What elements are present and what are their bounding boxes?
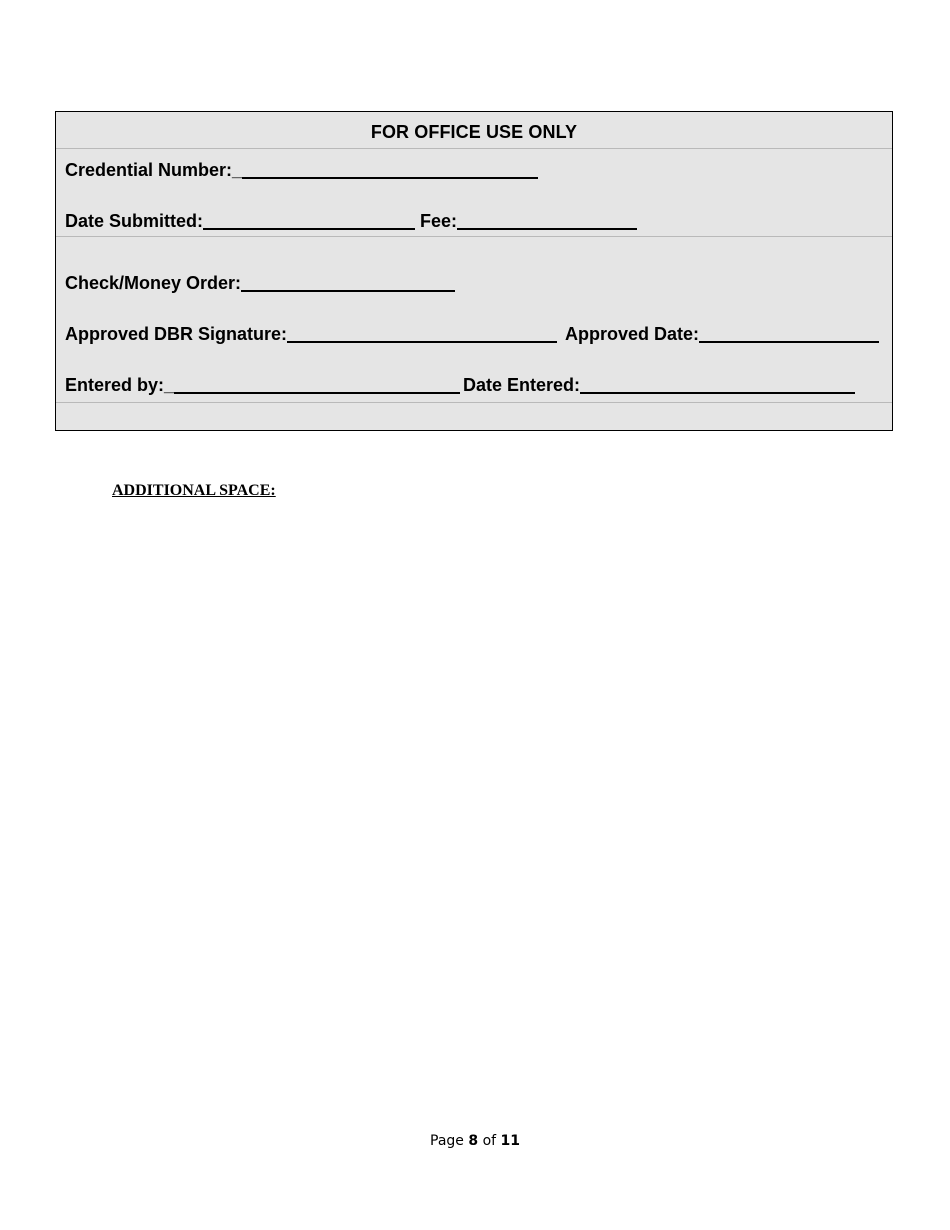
check-money-order-input[interactable]	[241, 274, 455, 292]
page-number: 8	[468, 1133, 479, 1149]
credential-number-input[interactable]	[242, 161, 538, 179]
credential-number-field	[65, 160, 538, 181]
approved-date-field	[565, 324, 879, 345]
entered-by-field	[65, 375, 460, 396]
entered-by-label: Entered by:_	[65, 375, 175, 395]
approved-signature-field	[65, 324, 557, 345]
approved-date-label: Approved Date:	[565, 324, 700, 344]
approved-signature-label: Approved DBR Signature:	[65, 324, 288, 344]
credential-number-label: Credential Number:_	[65, 160, 243, 180]
date-entered-input[interactable]	[580, 376, 855, 394]
total-pages: 11	[500, 1133, 520, 1149]
of-word: of	[482, 1133, 497, 1149]
date-entered-label: Date Entered:	[463, 375, 581, 395]
date-submitted-input[interactable]	[203, 212, 415, 230]
office-use-only-box	[55, 111, 893, 431]
approved-date-input[interactable]	[699, 325, 879, 343]
check-money-order-label: Check/Money Order:	[65, 273, 242, 293]
divider	[56, 402, 892, 403]
fee-input[interactable]	[457, 212, 637, 230]
fee-label: Fee:	[420, 211, 458, 231]
page-footer	[0, 1133, 950, 1149]
fee-field	[420, 211, 637, 232]
additional-space-heading: ADDITIONAL SPACE:	[112, 482, 276, 499]
date-submitted-label: Date Submitted:	[65, 211, 204, 231]
divider	[56, 236, 892, 237]
date-submitted-field	[65, 211, 415, 232]
approved-signature-input[interactable]	[287, 325, 557, 343]
check-money-order-field	[65, 273, 455, 294]
page-word: Page	[430, 1133, 464, 1149]
entered-by-input[interactable]	[174, 376, 460, 394]
divider	[56, 148, 892, 149]
date-entered-field	[463, 375, 855, 396]
office-use-title: FOR OFFICE USE ONLY	[370, 122, 578, 142]
